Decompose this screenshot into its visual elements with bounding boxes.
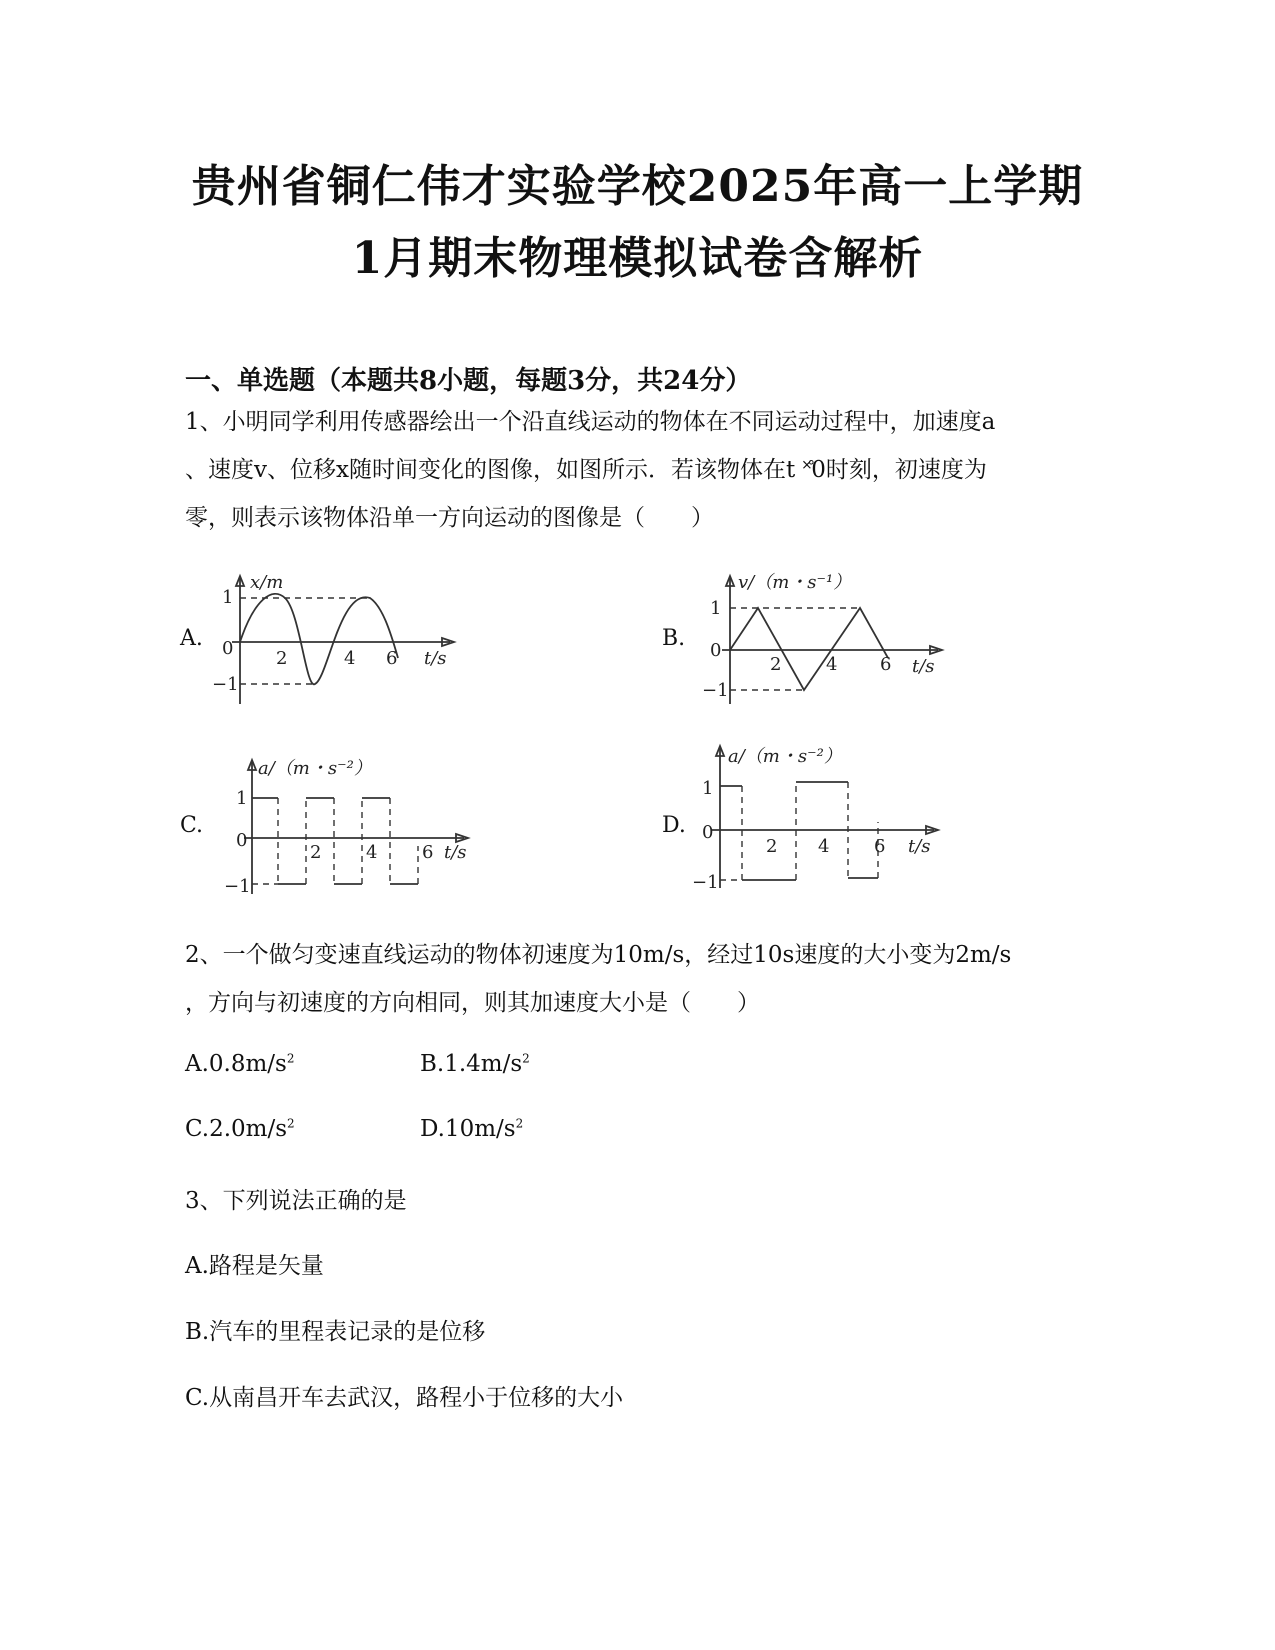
graph-d-ytick-1: 1 [702,778,714,799]
graph-c-ytick-1: 1 [236,788,248,809]
q3-option-a: A.路程是矢量 [185,1253,324,1279]
q1-stem-line2: 、速度v、位移x随时间变化的图像，如图所示．若该物体在t ˟̊0时刻，初速度为 [185,457,987,483]
q2-stem-line2: ，方向与初速度的方向相同，则其加速度大小是（ ） [185,990,760,1016]
q1-option-c-label: C. [180,813,204,838]
graph-b-xtick-4: 4 [826,654,838,675]
q3-option-c: C.从南昌开车去武汉，路程小于位移的大小 [185,1385,624,1411]
graph-c-xtick-6: 6 [422,842,434,863]
graph-a-xtick-6: 6 [386,648,398,669]
q2-stem-line1: 2、一个做匀变速直线运动的物体初速度为10m/s，经过10s速度的大小变为2m/s [185,942,1012,968]
doc-title-line2: 1月期末物理模拟试卷含解析 [351,233,924,284]
graph-d-xtick-6: 6 [874,836,886,857]
q1-graph-b [700,570,960,710]
graph-c-xtick-4: 4 [366,842,378,863]
graph-d-ytick-0: 0 [702,822,714,843]
q1-stem-line3: 零，则表示该物体沿单一方向运动的图像是（ ） [185,505,714,531]
q1-option-a-label: A. [180,626,203,651]
graph-d-xtick-2: 2 [766,836,778,857]
graph-b-x-label: t/s [912,656,935,677]
graph-a-y-label: x/m [250,572,284,593]
graph-c-ytick-neg1: −1 [224,876,251,897]
q1-stem-line1: 1、小明同学利用传感器绘出一个沿直线运动的物体在不同运动过程中，加速度a [185,409,996,435]
graph-d-x-label: t/s [908,836,931,857]
graph-c-xtick-2: 2 [310,842,322,863]
graph-b-ytick-1: 1 [710,598,722,619]
q1-option-d-label: D. [662,813,686,838]
graph-d-xtick-4: 4 [818,836,830,857]
q2-option-a: $A.0.8m/s^2$ [185,1051,295,1077]
q2-option-c: $C.2.0m/s^2$ [185,1116,295,1142]
graph-a-ytick-neg1: −1 [212,674,239,695]
q2-option-d: $D.10m/s^2$ [420,1116,524,1142]
doc-title-line1: 贵州省铜仁伟才实验学校2025年高一上学期 [191,161,1084,212]
graph-b-xtick-2: 2 [770,654,782,675]
graph-a-x-label: t/s [424,648,447,669]
graph-c-x-label: t/s [444,842,467,863]
graph-a-xtick-2: 2 [276,648,288,669]
graph-c-ytick-0: 0 [236,830,248,851]
q1-graph-d [690,742,950,892]
graph-b-ytick-neg1: −1 [702,680,729,701]
graph-d-ytick-neg1: −1 [692,872,719,893]
graph-d-y-label: a/（m・s⁻²） [728,746,842,767]
q1-graph-a [210,570,470,710]
q1-graph-c [222,754,482,899]
graph-b-ytick-0: 0 [710,640,722,661]
graph-c-y-label: a/（m・s⁻²） [258,758,372,779]
q3-option-b: B.汽车的里程表记录的是位移 [185,1319,486,1345]
q3-stem: 3、下列说法正确的是 [185,1188,407,1214]
q2-option-b: $B.1.4m/s^2$ [420,1051,530,1077]
graph-a-ytick-0: 0 [222,638,234,659]
section-heading: 一、单选题（本题共8小题，每题3分，共24分） [185,366,752,396]
graph-b-y-label: v/（m・s⁻¹） [738,572,852,593]
graph-a-ytick-1: 1 [222,587,234,608]
graph-b-xtick-6: 6 [880,654,892,675]
q1-option-b-label: B. [662,626,686,651]
graph-a-xtick-4: 4 [344,648,356,669]
